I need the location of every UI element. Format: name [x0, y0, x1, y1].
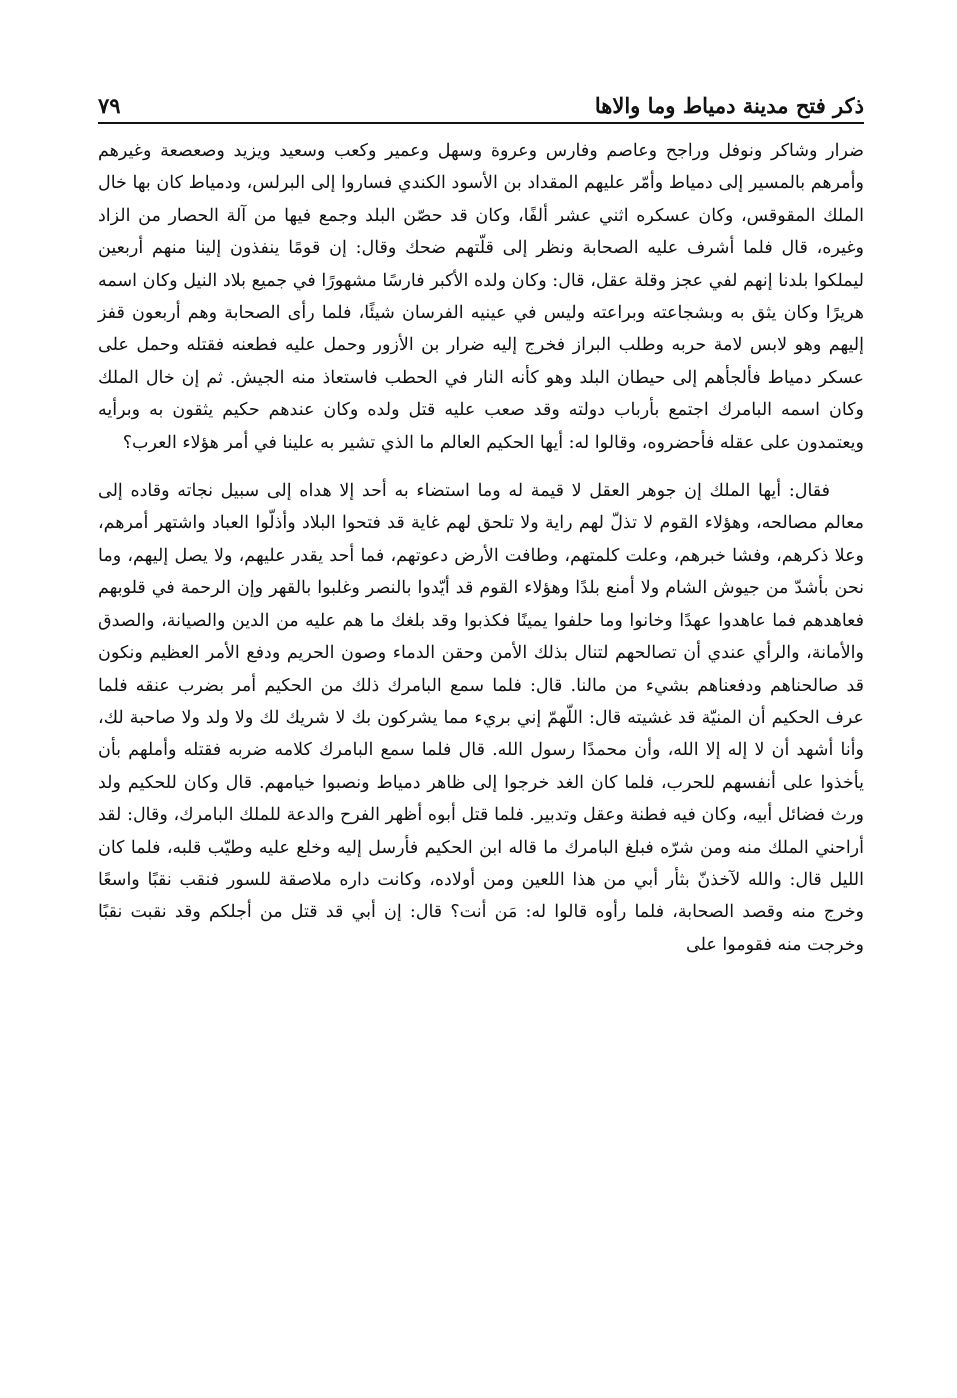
running-title: ذكر فتح مدينة دمياط وما والاها — [594, 93, 864, 118]
header-rule — [98, 122, 864, 124]
page-header — [98, 84, 864, 120]
paragraph-1: ضرار وشاكر ونوفل وراجح وعاصم وفارس وعروة وسهل وعمير وكعب وسعيد ويزيد وصعصعة وغيرهم وأمرهم بالمسير إلى دمياط وأمّر عليهم المقداد بن الأسود الكندي فساروا إلى البرلس، ودمياط كان بها خال الملك المقوقس، وكان عسكره اثني عشر ألفًا، وكان قد حصّن البلد وجمع فيها من آلة الحصار من الزاد وغيره، قال فلما أشرف عليه الصحابة ونظر إلى قلّتهم ضحك وقال: إن قومًا ينفذون إلينا منهم أربعين ليملكوا بلدنا إنهم لفي عجز وقلة عقل، قال: وكان ولده الأكبر فارسًا مشهورًا في جميع بلاد النيل وكان اسمه هريرًا وكان يثق به وبشجاعته وبراعته وليس في عينيه الفرسان شيئًا، فلما رأى الصحابة وهم أربعون قفز إليهم وهو لابس لامة حربه وطلب البراز فخرج إليه ضرار بن الأزور وحمل عليه فطعنه فقتله وحمل على عسكر دمياط فألجأهم إلى حيطان البلد وهو كأنه النار في الحطب فاستعاذ منه الجيش. ثم إن خال الملك وكان اسمه البامرك اجتمع بأرباب دولته وقد صعب عليه قتل ولده وكان عندهم حكيم يثقون به وبرأيه ويعتمدون على عقله فأحضروه، وقالوا له: أيها الحكيم العالم ما الذي تشير به علينا في أمر هؤلاء العرب؟ — [98, 141, 864, 453]
body-text — [98, 135, 864, 961]
paragraph-2: فقال: أيها الملك إن جوهر العقل لا قيمة له وما استضاء به أحد إلا هداه إلى سبيل نجاته وقاده إلى معالم مصالحه، وهؤلاء القوم لا تذلّ لهم راية ولا تلحق لهم غاية قد فتحوا البلاد وأذلّوا العباد واشتهر أمرهم، وعلا ذكرهم، وفشا خبرهم، وعلت كلمتهم، وطافت الأرض دعوتهم، فما أحد يقدر عليهم، ولا يصل إليهم، وما نحن بأشدّ من جيوش الشام ولا أمنع بلدًا وهؤلاء القوم قد أيّدوا بالنصر وغلبوا بالقهر وإن الرحمة في قلوبهم فعاهدهم فما عاهدوا عهدًا وخانوا وما حلفوا يمينًا فكذبوا وقد بلغك ما هم عليه من الدين والصيانة، والصدق والأمانة، والرأي عندي أن تصالحهم لتنال بذلك الأمن وحقن الدماء وصون الحريم ودفع الأمر العظيم ونكون قد صالحناهم ودفعناهم بشيء من مالنا. قال: فلما سمع البامرك ذلك من الحكيم أمر بضرب عنقه فلما عرف الحكيم أن المنيّة قد غشيته قال: اللّهمّ إني بريء مما يشركون بك لا شريك لك ولا ولد ولا صاحبة لك، وأنا أشهد أن لا إله إلا الله، وأن محمدًا رسول الله. قال فلما سمع البامرك كلامه ضربه فقتله وأملهم بأن يأخذوا على أنفسهم للحرب، فلما كان الغد خرجوا إلى ظاهر دمياط ونصبوا خيامهم. قال وكان للحكيم ولد ورث فضائل أبيه، وكان فيه فطنة وعقل وتدبير. فلما قتل أبوه أظهر الفرح والدعة للملك البامرك، وقال: لقد أراحني الملك منه ومن شرّه فبلغ البامرك ما قاله ابن الحكيم فأرسل إليه وخلع عليه وطيّب قلبه، فلما كان الليل قال: والله لآخذنّ بثأر أبي من هذا اللعين ومن أولاده، وكانت داره ملاصقة للسور فنقب نقبًا واسعًا وخرج منه وقصد الصحابة، فلما رأوه قالوا له: مَن أنت؟ قال: إن أبي قد قتل من أجلكم وقد نقبت نقبًا وخرجت منه فقوموا على — [98, 481, 864, 955]
page-number: ٧٩ — [98, 93, 121, 118]
